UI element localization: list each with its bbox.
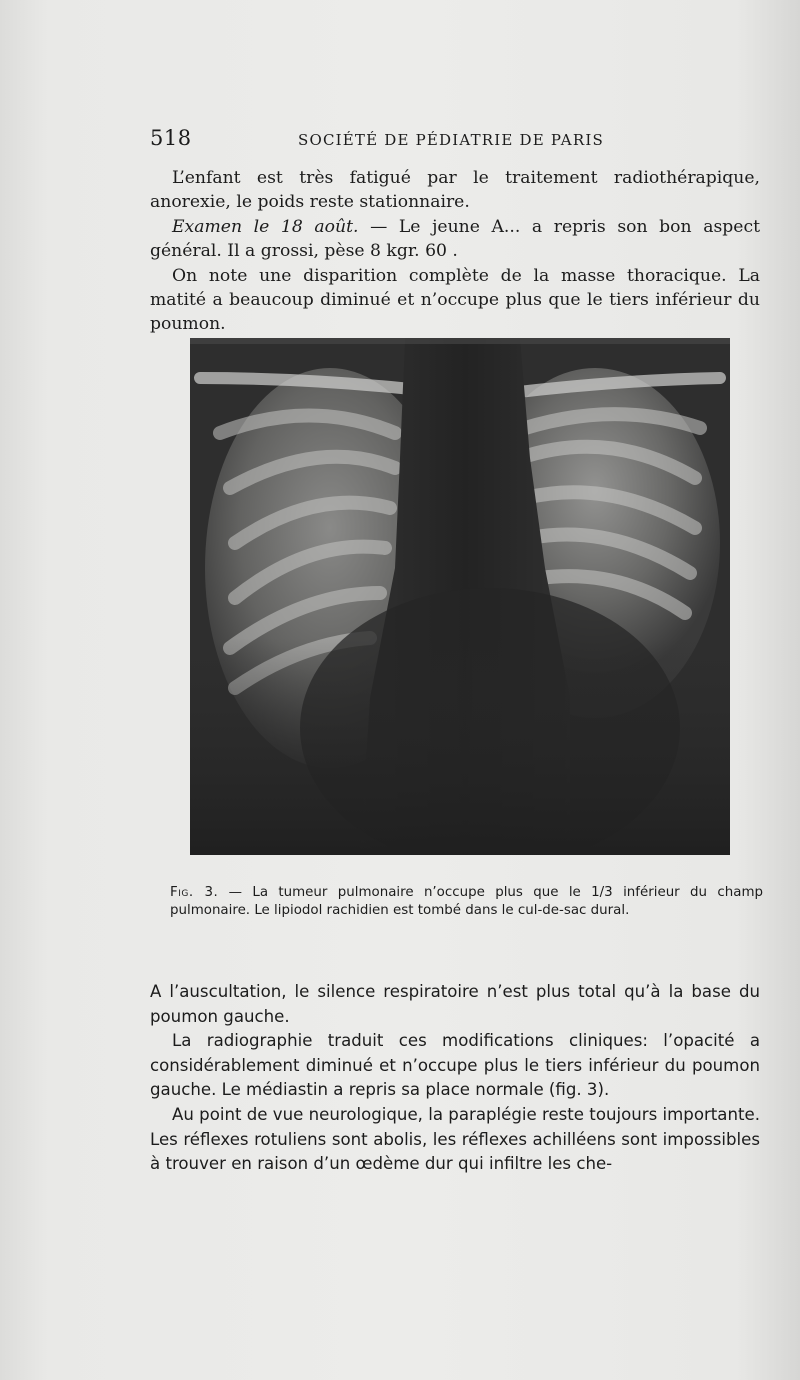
paragraph-6: Au point de vue neurologique, la paraplégie reste toujours importante. Les réflexes rotuliens sont abolis, les réflexes achilléens sont impossibles à trouver en raison d’un œdème dur qui infiltre les che- xyxy=(150,1104,760,1174)
paragraph-3: On note une disparition complète de la masse thoracique. La matité a beaucoup diminué et n’occupe plus que le tiers inférieur du poumon. xyxy=(150,265,760,335)
top-text-block xyxy=(150,166,760,337)
page-header xyxy=(150,126,610,156)
figure-caption-text: — La tumeur pulmonaire n’occupe plus que le 1/3 inférieur du champ pulmonaire. Le lipiodol rachidien est tombé dans le cul-de-sac dural. xyxy=(170,885,764,918)
paragraph-1: L’enfant est très fatigué par le traitement radiothérapique, anorexie, le poids reste stationnaire. xyxy=(150,168,760,213)
running-head: SOCIÉTÉ DE PÉDIATRIE DE PARIS xyxy=(298,131,604,149)
figure-label: Fig. 3. xyxy=(170,885,219,900)
bottom-text-block xyxy=(150,980,760,1177)
chest-xray-figure xyxy=(190,338,730,855)
paragraph-5: La radiographie traduit ces modifications cliniques: l’opacité a considérablement diminué et n’occupe plus le tiers inférieur du poumon gauche. Le médiastin a repris sa place normale (fig. 3). xyxy=(150,1031,760,1100)
paragraph-2 xyxy=(150,215,760,264)
paragraph-2-text: — Le jeune A... a repris son bon aspect général. Il a grossi, pèse 8 kgr. 60 . xyxy=(150,216,760,262)
paragraph-4: A l’auscultation, le silence respiratoire n’est plus total qu’à la base du poumon gauche. xyxy=(150,982,760,1026)
chest-xray-image xyxy=(190,338,730,855)
exam-date-heading: Examen le 18 août. xyxy=(172,216,359,237)
page-number: 518 xyxy=(150,126,192,150)
figure-caption xyxy=(170,884,763,920)
